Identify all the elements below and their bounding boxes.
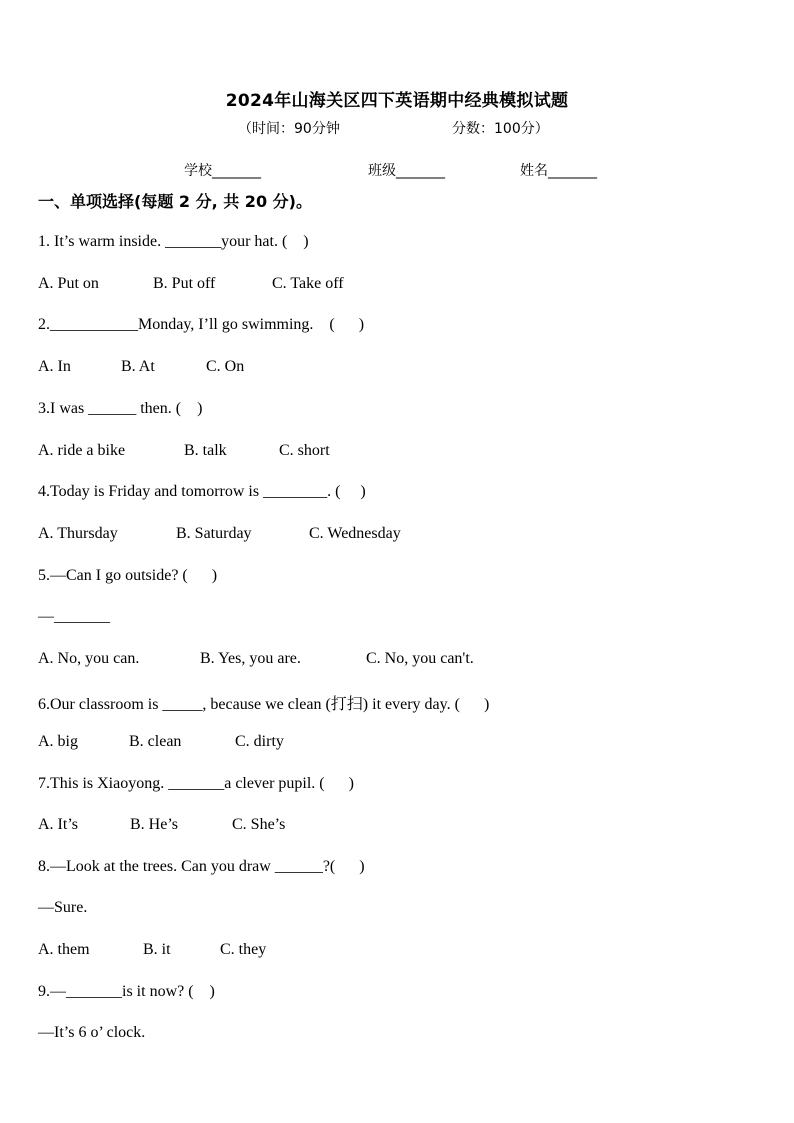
class-field: 班级_______ [368, 163, 445, 179]
question-stem: 4.Today is Friday and tomorrow is ________. ( ) [38, 483, 366, 500]
option-c: C. No, you can't. [366, 650, 474, 667]
option-a: A. It’s [38, 816, 78, 833]
option-b: B. it [143, 941, 171, 958]
question-stem: 6.Our classroom is _____, because we clean (打扫) it every day. ( ) [38, 696, 490, 713]
option-a: A. In [38, 358, 71, 375]
option-c: C. they [220, 941, 267, 958]
answer-reply: —_______ [38, 608, 110, 625]
option-c: C. On [206, 358, 245, 375]
question-stem: 9.—_______is it now? ( ) [38, 983, 215, 1000]
option-a: A. ride a bike [38, 442, 126, 459]
school-field: 学校_______ [184, 163, 261, 179]
option-b: B. talk [184, 442, 227, 459]
section-title: 一、单项选择(每题 2 分, 共 20 分)。 [38, 192, 312, 211]
option-b: B. Yes, you are. [200, 650, 301, 667]
option-b: B. Saturday [176, 525, 252, 542]
option-b: B. He’s [130, 816, 178, 833]
question-stem: 3.I was ______ then. ( ) [38, 400, 203, 417]
option-c: C. She’s [232, 816, 286, 833]
option-c: C. short [279, 442, 330, 459]
option-a: A. big [38, 733, 78, 750]
question-stem: 5.—Can I go outside? ( ) [38, 567, 218, 584]
option-b: B. clean [129, 733, 182, 750]
option-a: A. No, you can. [38, 650, 140, 667]
answer-reply: —It’s 6 o’ clock. [38, 1024, 146, 1041]
question-stem: 8.—Look at the trees. Can you draw ______?( ) [38, 858, 365, 875]
question-stem: 7.This is Xiaoyong. _______a clever pupil. ( ) [38, 775, 354, 792]
exam-title: 2024年山海关区四下英语期中经典模拟试题 [225, 91, 569, 111]
question-stem: 2.___________Monday, I’ll go swimming. ( ) [38, 316, 365, 333]
option-b: B. Put off [153, 275, 216, 292]
option-a: A. them [38, 941, 90, 958]
exam-time: （时间：90分钟 [238, 121, 340, 137]
option-c: C. dirty [235, 733, 284, 750]
option-a: A. Put on [38, 275, 99, 292]
name-field: 姓名_______ [520, 163, 597, 179]
option-b: B. At [121, 358, 155, 375]
exam-score: 分数：100分） [452, 121, 549, 137]
answer-reply: —Sure. [38, 899, 88, 916]
option-a: A. Thursday [38, 525, 118, 542]
question-stem: 1. It’s warm inside. _______your hat. ( ) [38, 233, 309, 250]
option-c: C. Take off [272, 275, 344, 292]
option-c: C. Wednesday [309, 525, 401, 542]
